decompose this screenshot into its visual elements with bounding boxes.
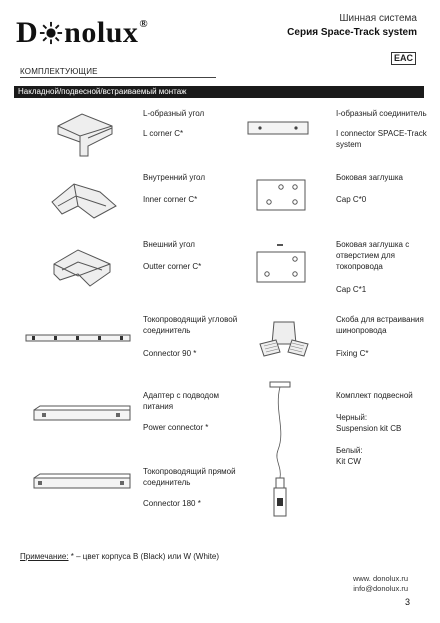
- eac-mark: EAC: [391, 52, 416, 65]
- power-connector-en: Power connector *: [143, 423, 209, 432]
- power-connector-ru-1: Адаптер с подводом: [143, 391, 220, 400]
- outer-corner-illustration: [50, 242, 120, 290]
- note: [20, 552, 219, 561]
- connector-180-en: Connector 180 *: [143, 499, 201, 508]
- section-divider: [20, 77, 216, 78]
- suspension-kit-ru: Комплект подвесной: [336, 391, 413, 400]
- inner-corner-en: Inner corner C*: [143, 195, 198, 204]
- l-corner-ru: L-образный угол: [143, 109, 205, 118]
- fixing-ru-1: Скоба для встраивания: [336, 315, 424, 324]
- connector-90-ru-1: Токопроводящий угловой: [143, 315, 238, 324]
- fixing-en: Fixing C*: [336, 349, 369, 358]
- cap-c1-ru-2: отверстием для: [336, 251, 395, 260]
- connector-90-illustration: [24, 328, 132, 348]
- note-text: * – цвет корпуса B (Black) или W (White): [70, 552, 220, 561]
- mount-type-bar: Накладной/подвесной/встраиваемый монтаж: [14, 86, 424, 98]
- suspension-white-value: Kit CW: [336, 457, 361, 466]
- brand-logo-left: D: [16, 16, 39, 49]
- cap-c1-illustration: [255, 244, 307, 286]
- page-number: 3: [404, 597, 410, 607]
- connector-90-en: Connector 90 *: [143, 349, 197, 358]
- cap-c0-ru: Боковая заглушка: [336, 173, 403, 182]
- suspension-black-label: Черный:: [336, 413, 368, 422]
- i-connector-ru: I-образный соединитель: [336, 109, 427, 118]
- footer-site[interactable]: www. donolux.ru: [352, 574, 408, 583]
- inner-corner-ru: Внутренний угол: [143, 173, 205, 182]
- cap-c1-ru-1: Боковая заглушка с: [336, 240, 410, 249]
- l-corner-en: L corner C*: [143, 129, 184, 138]
- brand-logo-right: nolux: [64, 16, 139, 49]
- fixing-bracket-illustration: [256, 318, 312, 358]
- cap-c0-illustration: [255, 178, 307, 212]
- note-label: Примечание:: [20, 552, 69, 561]
- suspension-kit-illustration: [260, 380, 300, 520]
- cap-c1-ru-3: токопровода: [336, 262, 383, 271]
- power-connector-illustration: [32, 402, 132, 428]
- section-title: КОМПЛЕКТУЮЩИЕ: [20, 67, 98, 76]
- cap-c0-en: Cap C*0: [336, 195, 367, 204]
- power-connector-ru-2: питания: [143, 402, 174, 411]
- outer-corner-en: Outter corner C*: [143, 262, 202, 271]
- sun-logo-icon: [39, 21, 63, 45]
- connector-90-ru-2: соединитель: [143, 326, 191, 335]
- inner-corner-illustration: [48, 178, 120, 224]
- registered-mark: ®: [139, 18, 149, 30]
- i-connector-en-1: I connector SPACE-Track: [336, 129, 427, 138]
- brand-logo: [16, 16, 148, 50]
- i-connector-illustration: [246, 118, 310, 138]
- cap-c1-en: Cap C*1: [336, 285, 367, 294]
- fixing-ru-2: шинопровода: [336, 326, 387, 335]
- outer-corner-ru: Внешний угол: [143, 240, 195, 249]
- i-connector-en-2: system: [336, 140, 362, 149]
- series-title-ru: Шинная система: [339, 13, 417, 24]
- l-corner-illustration: [52, 106, 118, 158]
- connector-180-ru-1: Токопроводящий прямой: [143, 467, 236, 476]
- connector-180-ru-2: соединитель: [143, 478, 191, 487]
- suspension-black-value: Suspension kit CB: [336, 424, 402, 433]
- footer-email[interactable]: info@donolux.ru: [353, 584, 408, 593]
- series-title-en: Серия Space-Track system: [287, 27, 417, 38]
- suspension-white-label: Белый:: [336, 446, 363, 455]
- connector-180-illustration: [32, 470, 132, 496]
